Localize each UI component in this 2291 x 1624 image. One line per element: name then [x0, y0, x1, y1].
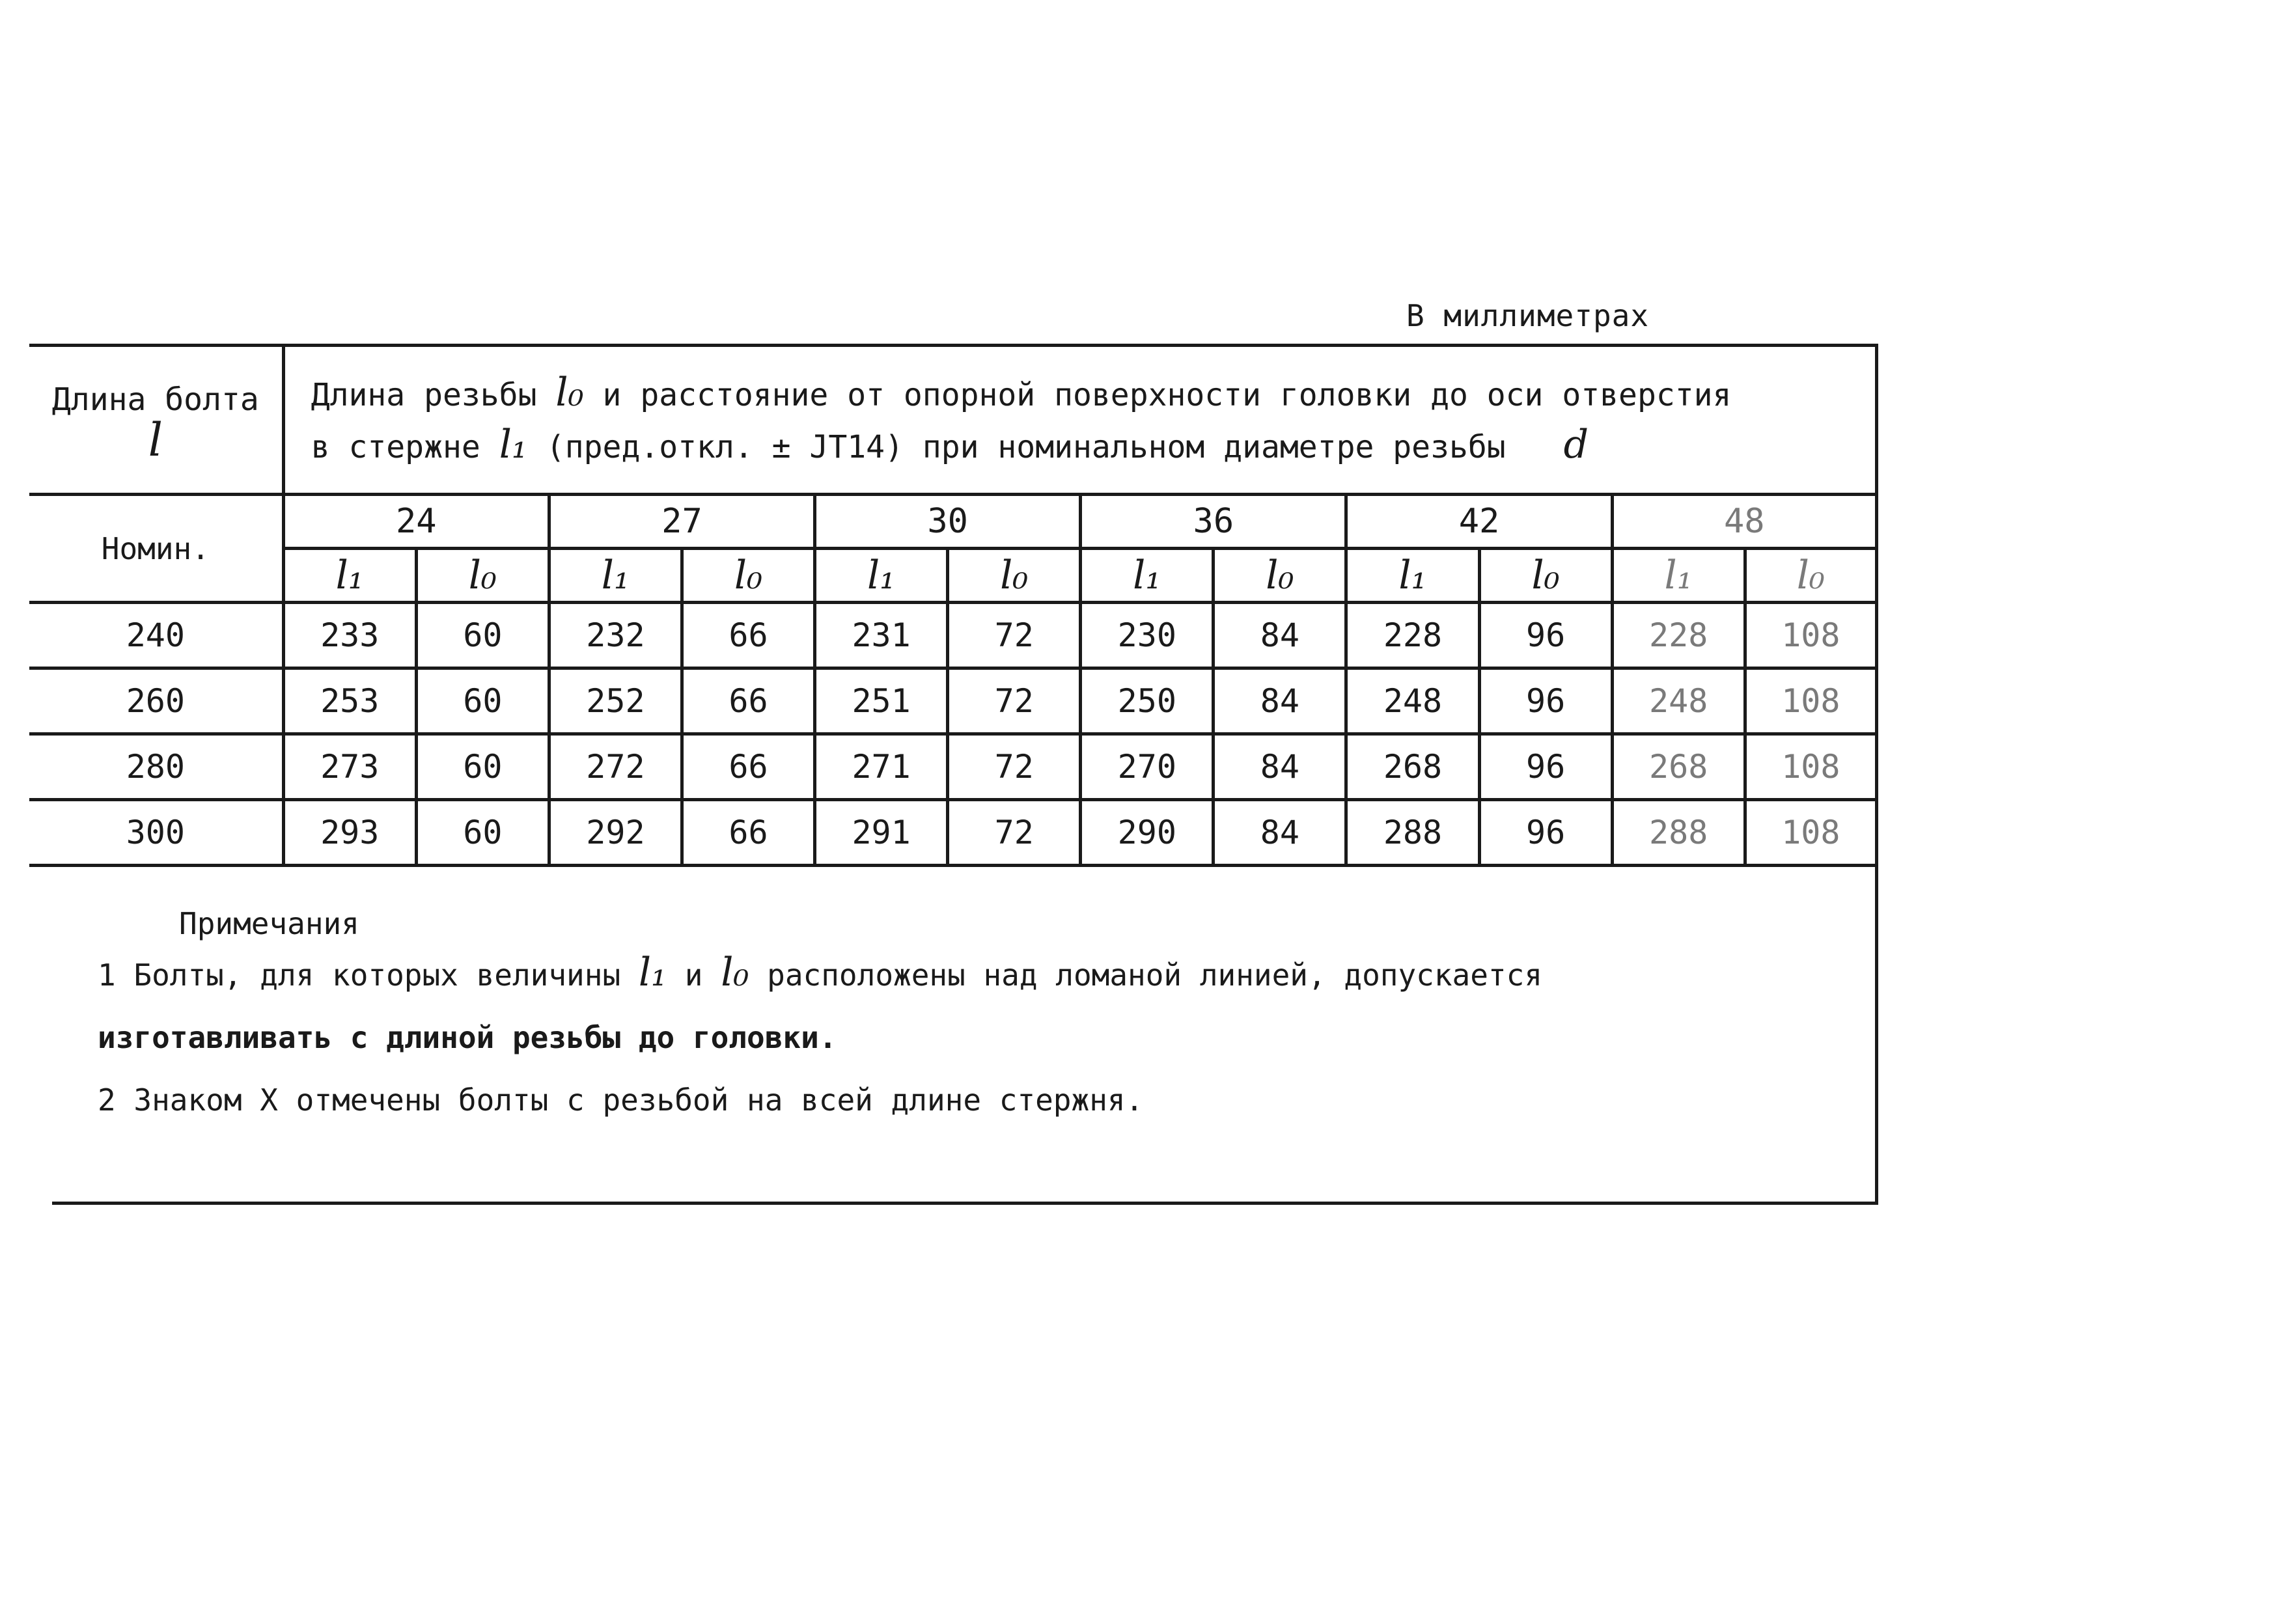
table-cell: 84: [1214, 668, 1346, 734]
table-cell: 108: [1745, 800, 1876, 866]
table-row: [29, 603, 1877, 668]
table-cell: 84: [1214, 800, 1346, 866]
symbol-l1: l₁: [499, 422, 527, 467]
notes-title: Примечания: [179, 906, 359, 941]
description-line-1: [311, 368, 1849, 420]
table-row: [29, 734, 1877, 800]
table-cell: 96: [1479, 800, 1612, 866]
note-1: [98, 941, 1875, 1006]
subcolumn-l0: l₀: [1531, 553, 1560, 598]
subcolumn-l0: l₀: [1000, 553, 1029, 598]
table-cell: 66: [682, 603, 814, 668]
symbol-d: d: [1563, 422, 1589, 467]
table-header-row: [29, 346, 1877, 495]
table-cell: 273: [283, 734, 416, 800]
table-cell: 66: [682, 800, 814, 866]
table-cell: 60: [416, 668, 549, 734]
symbol-l0: l₀: [555, 370, 584, 415]
table-cell: 72: [948, 603, 1081, 668]
subcolumn-l0: l₀: [468, 553, 497, 598]
description-header: [283, 346, 1876, 495]
note-1-text-a: 1 Болты, для которых величины: [98, 957, 621, 993]
bolt-length-header: [29, 346, 283, 495]
diameter-header: 30: [815, 495, 1081, 549]
description-text-1: Длина резьбы: [311, 377, 537, 413]
description-text-4: (пред.откл. ± JT14) при номинальном диаметре резьбы: [546, 429, 1506, 465]
table-cell: 72: [948, 668, 1081, 734]
notes-section: [98, 906, 1875, 1131]
diameter-row: [29, 495, 1877, 549]
subcolumn-l0: l₀: [734, 553, 763, 598]
subcolumn-l1: l₁: [867, 553, 896, 598]
description-line-2: [311, 420, 1849, 472]
table-row: [29, 668, 1877, 734]
table-cell: 270: [1081, 734, 1214, 800]
table-cell: 252: [549, 668, 682, 734]
diameter-header: 42: [1346, 495, 1612, 549]
bolt-length-value: 280: [29, 734, 283, 800]
subcolumn-l1: l₁: [335, 553, 364, 598]
table-cell: 288: [1612, 800, 1745, 866]
table-cell: 228: [1612, 603, 1745, 668]
table-cell: 108: [1745, 668, 1876, 734]
table-cell: 272: [549, 734, 682, 800]
table-cell: 108: [1745, 734, 1876, 800]
table-cell: 291: [815, 800, 948, 866]
table-cell: 108: [1745, 603, 1876, 668]
table-cell: 96: [1479, 734, 1612, 800]
table-cell: 96: [1479, 668, 1612, 734]
table-cell: 271: [815, 734, 948, 800]
table-cell: 84: [1214, 734, 1346, 800]
note-1-text-b: расположены над ломаной линией, допускается: [767, 957, 1543, 993]
subcolumn-l1: l₁: [1664, 553, 1693, 598]
table-cell: 290: [1081, 800, 1214, 866]
table-cell: 268: [1612, 734, 1745, 800]
table-cell: 230: [1081, 603, 1214, 668]
subcolumn-l0: l₀: [1796, 553, 1825, 598]
note-1-symbol-l1: l₁: [638, 950, 667, 995]
table-cell: 293: [283, 800, 416, 866]
subcolumn-l0: l₀: [1266, 553, 1294, 598]
table-cell: 84: [1214, 603, 1346, 668]
table-cell: 231: [815, 603, 948, 668]
subcolumn-row: [29, 549, 1877, 603]
table-cell: 66: [682, 734, 814, 800]
table-row: [29, 800, 1877, 866]
note-1-line-2: изготавливать с длиной резьбы до головки.: [98, 1020, 837, 1055]
table-cell: 66: [682, 668, 814, 734]
bolt-length-value: 260: [29, 668, 283, 734]
table-cell: 250: [1081, 668, 1214, 734]
table-cell: 60: [416, 800, 549, 866]
units-label: В миллиметрах: [1406, 298, 1650, 333]
table-cell: 232: [549, 603, 682, 668]
table-cell: 233: [283, 603, 416, 668]
table-cell: 96: [1479, 603, 1612, 668]
bolt-length-value: 300: [29, 800, 283, 866]
subcolumn-l1: l₁: [601, 553, 630, 598]
table-cell: 288: [1346, 800, 1479, 866]
table-cell: 268: [1346, 734, 1479, 800]
table-cell: 60: [416, 734, 549, 800]
table-cell: 253: [283, 668, 416, 734]
table-cell: 292: [549, 800, 682, 866]
table-cell: 251: [815, 668, 948, 734]
diameter-header: 24: [283, 495, 549, 549]
diameter-header: 27: [549, 495, 814, 549]
note-2: 2 Знаком X отмечены болты с резьбой на всей длине стержня.: [98, 1082, 1144, 1118]
subcolumn-l1: l₁: [1133, 553, 1161, 598]
bottom-border: [52, 1202, 1878, 1205]
note-1-and: и: [684, 957, 703, 993]
bolt-dimensions-table: [29, 344, 1878, 867]
right-border: [1875, 344, 1878, 1205]
description-text-2: и расстояние от опорной поверхности головки до оси отверстия: [602, 377, 1732, 413]
table-cell: 72: [948, 734, 1081, 800]
note-1-symbol-l0: l₀: [721, 950, 749, 995]
table-cell: 248: [1346, 668, 1479, 734]
nominal-label: Номин.: [29, 495, 283, 603]
table-cell: 248: [1612, 668, 1745, 734]
diameter-header: 36: [1081, 495, 1346, 549]
table-cell: 228: [1346, 603, 1479, 668]
subcolumn-l1: l₁: [1398, 553, 1427, 598]
description-text-3: в стержне: [311, 429, 480, 465]
bolt-length-symbol: l: [148, 413, 163, 467]
table-cell: 72: [948, 800, 1081, 866]
bolt-length-label: Длина болта: [51, 381, 259, 418]
bolt-length-value: 240: [29, 603, 283, 668]
diameter-header: 48: [1612, 495, 1876, 549]
table-cell: 60: [416, 603, 549, 668]
